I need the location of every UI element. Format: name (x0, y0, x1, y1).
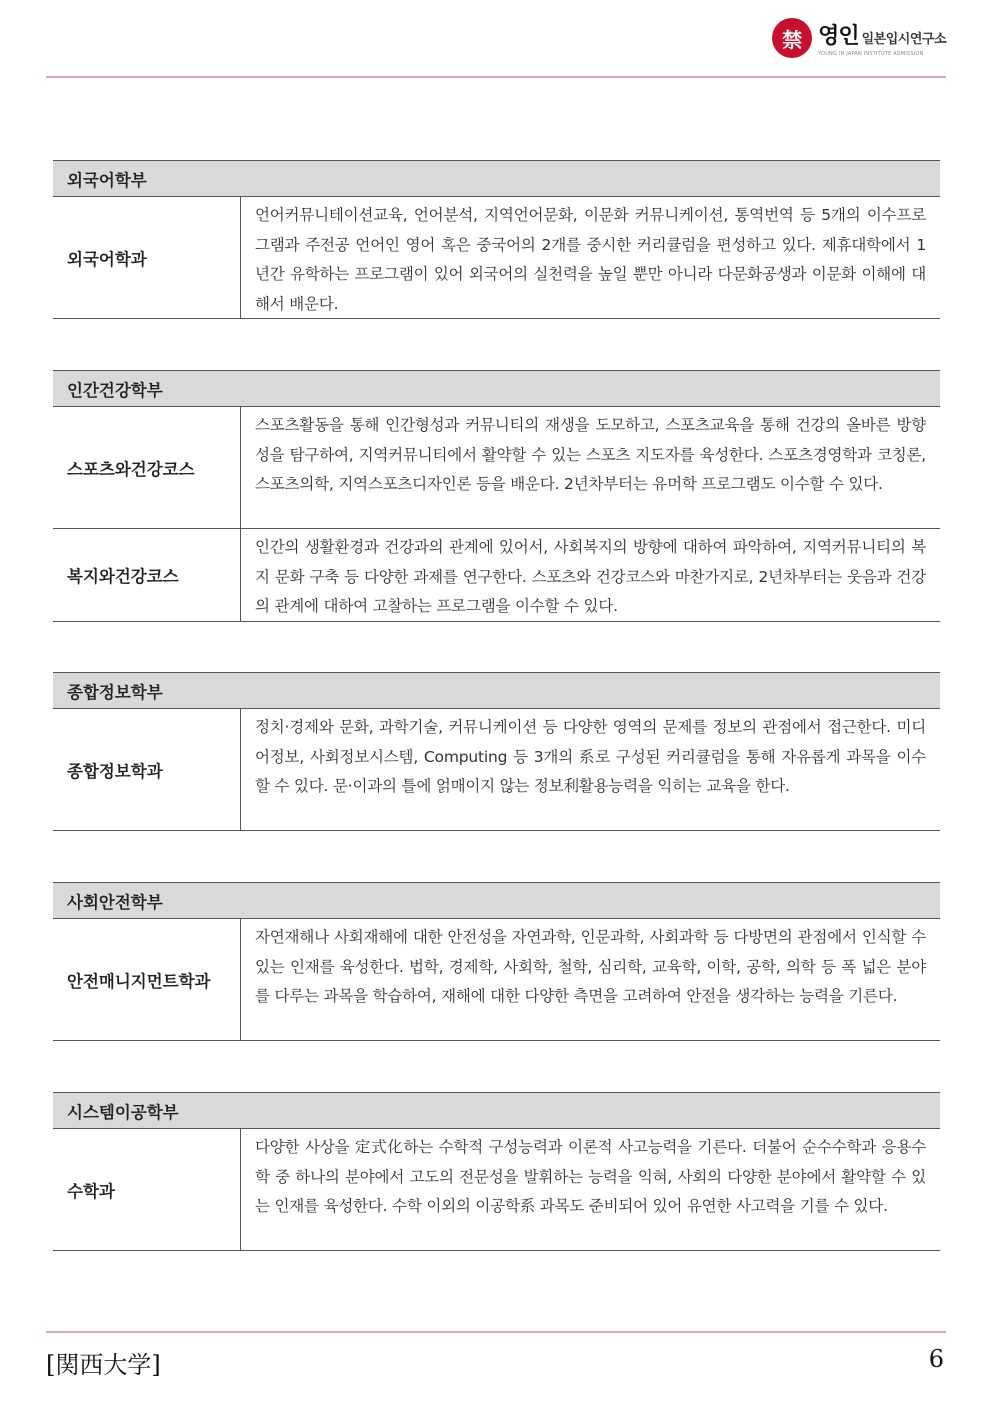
section-title: 인간건강학부 (53, 370, 940, 407)
logo-english: YOUNG IN JAPAN INSTITUTE ADMISSION (818, 51, 924, 57)
footer-university: [関西大学] (46, 1351, 161, 1379)
section-systems-engineering (53, 1092, 940, 1251)
section-title: 종합정보학부 (53, 672, 940, 709)
section-title: 시스템이공학부 (53, 1092, 940, 1129)
department-name: 스포츠와건강코스 (53, 407, 241, 528)
table-row (53, 919, 940, 1041)
section-societal-safety (53, 882, 940, 1041)
department-description: 언어커뮤니테이션교육, 언어분석, 지역언어문화, 이문화 커뮤니케이션, 통역번역 등 5개의 이수프로그램과 주전공 언어인 영어 혹은 중국어의 2개를 중시한 커리큘럼을 편성하고 있다. 제휴대학에서 1년간 유학하는 프로그램이 있어 외국어의 실천력을 높일 뿐만 아니라 다문화공생과 이문화 이해에 대해서 배운다. (255, 206, 926, 313)
section-title: 사회안전학부 (53, 882, 940, 919)
department-description: 자연재해나 사회재해에 대한 안전성을 자연과학, 인문과학, 사회과학 등 다방면의 관점에서 인식할 수 있는 인재를 육성한다. 법학, 경제학, 사회학, 철학, 심리학, 교육학, 이학, 공학, 의학 등 폭 넓은 분야를 다루는 과목을 학습하여, 재해에 대한 다양한 측면을 고려하여 안전을 생각하는 능력을 기른다. (255, 928, 926, 1005)
table-row (53, 709, 940, 831)
department-description: 인간의 생활환경과 건강과의 관계에 있어서, 사회복지의 방향에 대하여 파악하여, 지역커뮤니티의 복지 문화 구축 등 다양한 과제를 연구한다. 스포츠와 건강코스와 마찬가지로, 2년차부터는 웃음과 건강의 관계에 대하여 고찰하는 프로그램을 이수할 수 있다. (255, 538, 926, 615)
department-name: 수학과 (53, 1129, 241, 1250)
department-name: 외국어학과 (53, 197, 241, 318)
section-title: 외국어학부 (53, 160, 940, 197)
department-description: 정치·경제와 문화, 과학기술, 커뮤니케이션 등 다양한 영역의 문제를 정보의 관점에서 접근한다. 미디어정보, 사회정보시스템, Computing 등 3개의 系로 구성된 커리큘럼을 통해 자유롭게 과목을 이수할 수 있다. 문·이과의 틀에 얽매이지 않는 정보利활용능력을 익히는 교육을 한다. (255, 718, 926, 795)
table-row (53, 407, 940, 529)
department-description: 스포츠활동을 통해 인간형성과 커뮤니티의 재생을 도모하고, 스포츠교육을 통해 건강의 올바른 방향성을 탐구하여, 지역커뮤니티에서 활약할 수 있는 스포츠 지도자를 육성한다. 스포츠경영학과 코칭론, 스포츠의학, 지역스포츠디자인론 등을 배운다. 2년차부터는 유머학 프로그램도 이수할 수 있다. (255, 416, 926, 493)
department-name: 안전매니지먼트학과 (53, 919, 241, 1040)
header-logo (772, 18, 946, 58)
logo-name: 영인 (818, 24, 859, 49)
logo-emblem-icon: 禁 (772, 18, 812, 58)
logo-subtitle: 일본입시연구소 (861, 32, 946, 47)
department-name: 복지와건강코스 (53, 529, 241, 621)
table-row (53, 1129, 940, 1251)
top-divider (46, 76, 946, 78)
table-row (53, 197, 940, 319)
section-human-health (53, 370, 940, 622)
section-foreign-languages (53, 160, 940, 319)
table-row (53, 529, 940, 622)
section-informatics (53, 672, 940, 831)
page-number: 6 (928, 1345, 944, 1373)
department-description: 다양한 사상을 定式化하는 수학적 구성능력과 이론적 사고능력을 기른다. 더불어 순수수학과 응용수학 중 하나의 분야에서 고도의 전문성을 발휘하는 능력을 익혀, 사회의 다양한 분야에서 활약할 수 있는 인재를 육성한다. 수학 이외의 이공학系 과목도 준비되어 있어 유연한 사고력을 기를 수 있다. (255, 1138, 926, 1215)
department-name: 종합정보학과 (53, 709, 241, 830)
bottom-divider (46, 1331, 946, 1333)
